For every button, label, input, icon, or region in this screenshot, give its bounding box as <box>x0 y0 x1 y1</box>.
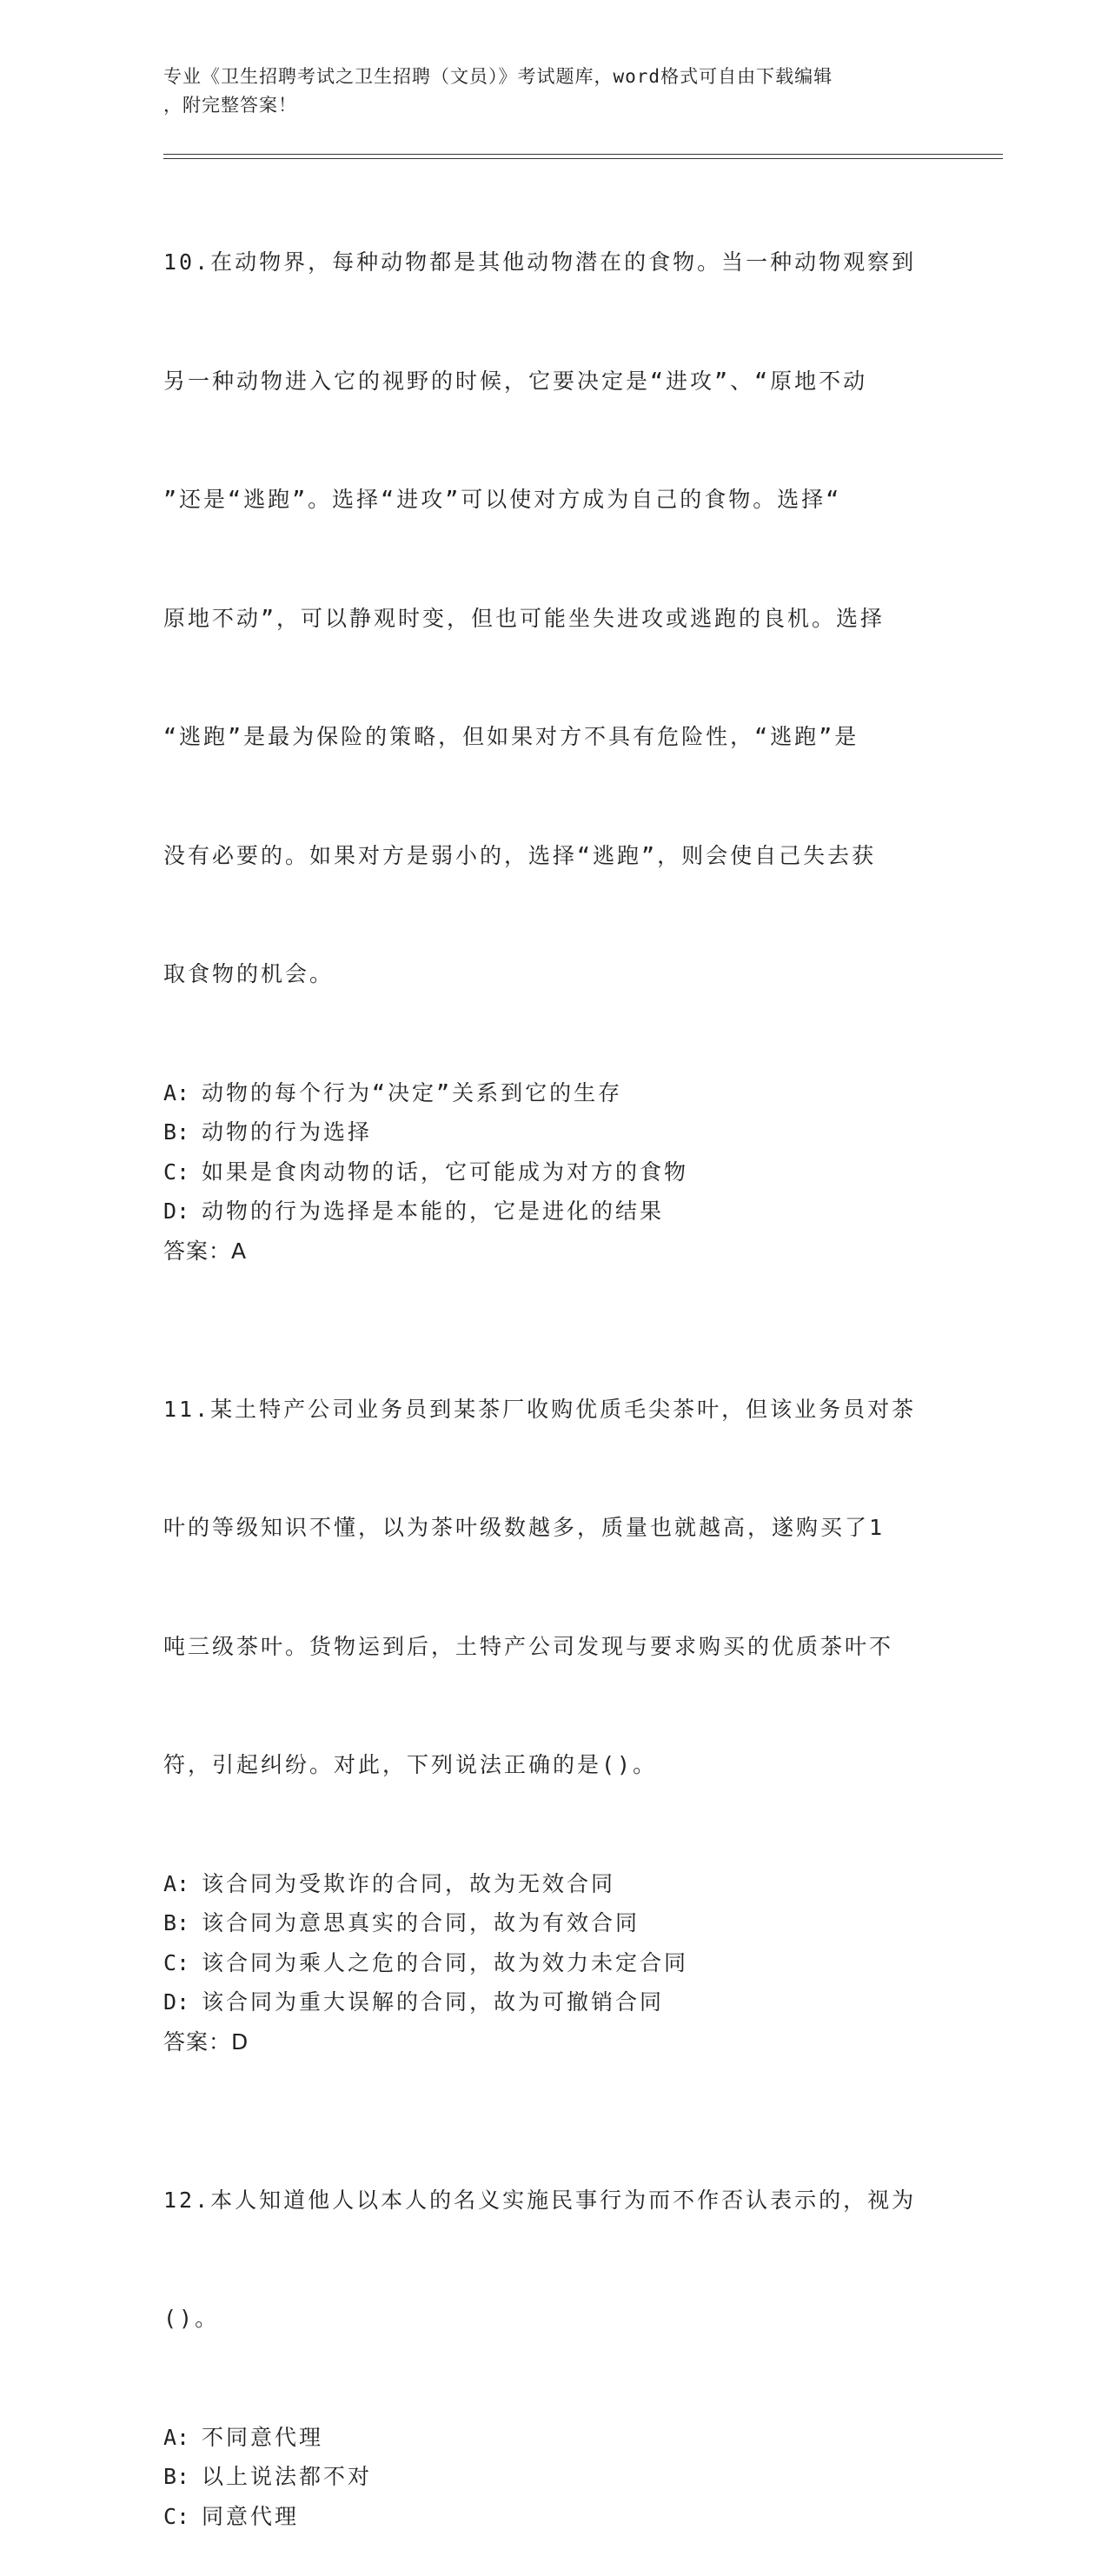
question-text-line: ”还是“逃跑”。选择“进攻”可以使对方成为自己的食物。选择“ <box>163 487 842 512</box>
question-text-line: “逃跑”是最为保险的策略，但如果对方不具有危险性，“逃跑”是 <box>163 724 859 749</box>
question-text-line: 取食物的机会。 <box>163 961 335 986</box>
option-key: C: <box>163 2503 190 2529</box>
question-10 <box>163 163 928 1271</box>
option-b <box>163 1903 928 1943</box>
option-text: 不同意代理 <box>202 2424 324 2450</box>
question-text-line: 10.在动物界，每种动物都是其他动物潜在的食物。当一种动物观察到 <box>163 249 917 275</box>
option-text: 动物的每个行为“决定”关系到它的生存 <box>202 1079 623 1105</box>
question-text-line: 吨三级茶叶。货物运到后，土特产公司发现与要求购买的优质茶叶不 <box>163 1633 894 1659</box>
option-key: C: <box>163 1159 190 1185</box>
option-a <box>163 1864 928 1904</box>
option-c <box>163 1943 928 1983</box>
option-c <box>163 2497 928 2537</box>
header-divider-top <box>163 154 1003 155</box>
header-line-1: 专业《卫生招聘考试之卫生招聘（文员）》考试题库，word格式可自由下载编辑 <box>163 66 833 87</box>
option-text: 该合同为意思真实的合同，故为有效合同 <box>202 1910 640 1935</box>
question-text-line: ()。 <box>163 2306 220 2331</box>
option-text: 该合同为重大误解的合同，故为可撤销合同 <box>202 1989 665 2015</box>
option-text: 该合同为受欺诈的合同，故为无效合同 <box>202 1870 616 1896</box>
question-text-line: 叶的等级知识不懂，以为茶叶级数越多，质量也就越高，遂购买了1 <box>163 1515 886 1540</box>
option-text: 动物的行为选择是本能的，它是进化的结果 <box>202 1198 665 1224</box>
question-text <box>163 163 928 1073</box>
option-key: D: <box>163 1198 190 1224</box>
question-11 <box>163 1311 928 2062</box>
option-key: D: <box>163 1989 190 2015</box>
question-text-line: 没有必要的。如果对方是弱小的，选择“逃跑”，则会使自己失去获 <box>163 842 877 868</box>
question-text <box>163 2101 928 2418</box>
header-line-2: ，附完整答案！ <box>163 95 297 116</box>
option-key: A: <box>163 2424 190 2450</box>
option-key: C: <box>163 1949 190 1975</box>
question-list <box>163 163 928 2576</box>
question-text-line: 12.本人知道他人以本人的名义实施民事行为而不作否认表示的，视为 <box>163 2187 917 2213</box>
question-text-line: 另一种动物进入它的视野的时候，它要决定是“进攻”、“原地不动 <box>163 368 868 394</box>
option-c <box>163 1152 928 1192</box>
option-text: 以上说法都不对 <box>202 2464 373 2489</box>
option-key: B: <box>163 1910 190 1935</box>
option-key: A: <box>163 1079 190 1105</box>
option-text: 动物的行为选择 <box>202 1119 373 1145</box>
option-key: B: <box>163 1119 190 1145</box>
answer-label: 答案：D <box>163 2028 249 2055</box>
question-text-line: 11.某土特产公司业务员到某茶厂收购优质毛尖茶叶，但该业务员对茶 <box>163 1396 917 1422</box>
option-a <box>163 2418 928 2458</box>
question-text-line: 原地不动”，可以静观时变，但也可能坐失进攻或逃跑的良机。选择 <box>163 605 886 631</box>
option-text: 该合同为乘人之危的合同，故为效力未定合同 <box>202 1949 689 1975</box>
header-divider-bottom <box>163 158 1003 159</box>
document-header <box>163 63 928 120</box>
answer-label: 答案：A <box>163 1238 248 1264</box>
option-text: 如果是食肉动物的话，它可能成为对方的食物 <box>202 1159 689 1185</box>
question-text-line: 符，引起纠纷。对此，下列说法正确的是()。 <box>163 1752 658 1777</box>
option-key: B: <box>163 2464 190 2489</box>
option-key: A: <box>163 1870 190 1896</box>
question-text <box>163 1311 928 1864</box>
option-b <box>163 1112 928 1152</box>
option-a <box>163 1073 928 1113</box>
question-12 <box>163 2101 928 2537</box>
option-b <box>163 2457 928 2497</box>
option-text: 同意代理 <box>202 2503 300 2529</box>
option-d <box>163 1192 928 1232</box>
option-d <box>163 1982 928 2022</box>
